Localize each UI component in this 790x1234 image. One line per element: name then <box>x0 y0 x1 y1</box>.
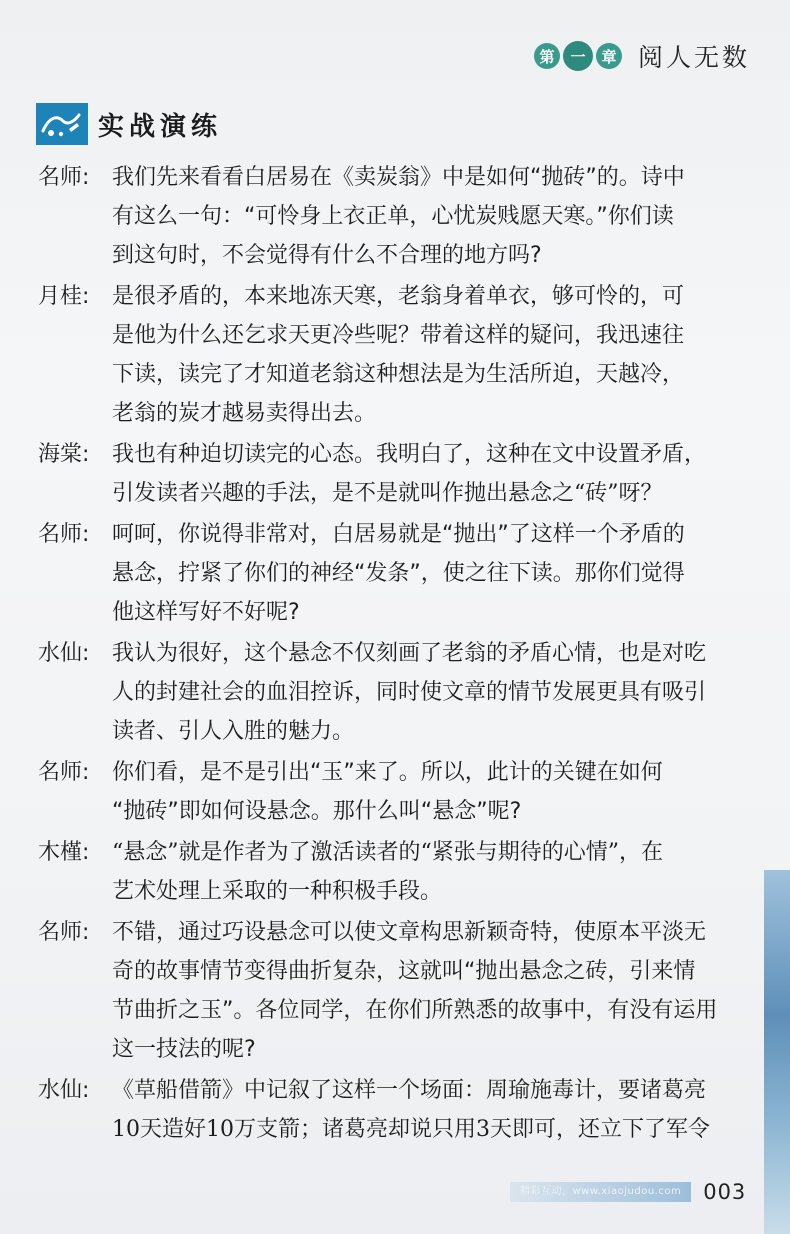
speech-line: 读者、引人入胜的魅力。 <box>112 719 355 744</box>
dialogue-entry <box>38 634 758 751</box>
chapter-title: 阅人无数 <box>637 43 750 72</box>
speech-line: 我也有种迫切读完的心态。我明白了，这种在文中设置矛盾， <box>112 442 707 467</box>
dialogue-entry <box>38 753 758 831</box>
speaker-label: 名师: <box>38 522 90 547</box>
speech-text <box>112 913 758 1069</box>
speech-line: 是他为什么还乞求天更冷些呢？带着这样的疑问，我迅速往 <box>112 323 685 348</box>
dialogue-entry <box>38 158 758 275</box>
speech-text <box>112 833 758 911</box>
footer-site-link[interactable]: 精彩互动，www.xiaojudou.com <box>510 1182 691 1202</box>
speech-line: 节曲折之玉”。各位同学，在你们所熟悉的故事中，有没有运用 <box>112 998 718 1023</box>
speech-line: 不错，通过巧设悬念可以使文章构思新颖奇特，使原本平淡无 <box>112 920 707 945</box>
speaker-label: 名师: <box>38 760 90 785</box>
speech-line: 老翁的炭才越易卖得出去。 <box>112 401 377 426</box>
speech-line: 我认为很好，这个悬念不仅刻画了老翁的矛盾心情，也是对吃 <box>112 641 707 666</box>
speech-line: 下读，读完了才知道老翁这种想法是为生活所迫，天越冷， <box>112 362 685 387</box>
speaker-label: 木槿: <box>38 840 90 865</box>
speech-line: 奇的故事情节变得曲折复杂，这就叫“抛出悬念之砖，引来情 <box>112 959 696 984</box>
speech-text <box>112 634 758 751</box>
speaker-label: 水仙: <box>38 641 90 666</box>
page-number: 003 <box>703 1180 747 1204</box>
chapter-prefix: 第 <box>534 43 560 69</box>
dialogue-entry <box>38 833 758 911</box>
speech-text <box>112 158 758 275</box>
speech-line: 到这句时，不会觉得有什么不合理的地方吗? <box>112 243 542 268</box>
speech-line: “抛砖”即如何设悬念。那什么叫“悬念”呢? <box>112 799 522 824</box>
speech-line: 这一技法的呢? <box>112 1037 256 1062</box>
speech-text <box>112 515 758 632</box>
dialogue <box>38 158 758 1149</box>
speech-line: 有这么一句：“可怜身上衣正单，心忧炭贱愿天寒。”你们读 <box>112 204 674 229</box>
speech-line: 悬念，拧紧了你们的神经“发条”，使之往下读。那你们觉得 <box>112 561 685 586</box>
speech-line: 你们看，是不是引出“玉”来了。所以，此计的关键在如何 <box>112 760 663 785</box>
speech-line: 引发读者兴趣的手法，是不是就叫作抛出悬念之“砖”呀？ <box>112 481 663 506</box>
speaker-label: 海棠: <box>38 442 90 467</box>
speech-line: “悬念”就是作者为了激活读者的“紧张与期待的心情”，在 <box>112 840 663 865</box>
speaker-label: 名师: <box>38 165 90 190</box>
footer <box>510 1180 746 1204</box>
speech-line: 我们先来看看白居易在《卖炭翁》中是如何“抛砖”的。诗中 <box>112 165 685 190</box>
speaker-label: 月桂: <box>38 284 90 309</box>
dialogue-entry <box>38 1071 758 1149</box>
chapter-header <box>534 38 750 74</box>
speech-text <box>112 753 758 831</box>
speech-line: 10天造好10万支箭；诸葛亮却说只用3天即可，还立下了军令 <box>112 1117 710 1142</box>
chapter-badge <box>534 41 622 71</box>
dialogue-entry <box>38 913 758 1069</box>
speech-line: 呵呵，你说得非常对，白居易就是“抛出”了这样一个矛盾的 <box>112 522 685 547</box>
speech-text <box>112 435 758 513</box>
speech-line: 《草船借箭》中记叙了这样一个场面：周瑜施毒计，要诸葛亮 <box>112 1078 707 1103</box>
calligraphy-brush-icon <box>36 103 88 145</box>
speech-text <box>112 277 758 433</box>
dialogue-entry <box>38 435 758 513</box>
speech-line: 艺术处理上采取的一种积极手段。 <box>112 879 443 904</box>
dialogue-entry <box>38 277 758 433</box>
section-heading <box>36 102 222 146</box>
chapter-suffix: 章 <box>596 43 622 69</box>
speaker-label: 水仙: <box>38 1078 90 1103</box>
dialogue-entry <box>38 515 758 632</box>
section-title: 实战演练 <box>98 111 223 142</box>
chapter-number: 一 <box>563 41 593 71</box>
speech-line: 他这样写好不好呢? <box>112 600 300 625</box>
speech-line: 是很矛盾的，本来地冻天寒，老翁身着单衣，够可怜的，可 <box>112 284 685 309</box>
speech-text <box>112 1071 758 1149</box>
speaker-label: 名师: <box>38 920 90 945</box>
speech-line: 人的封建社会的血泪控诉，同时使文章的情节发展更具有吸引 <box>112 680 707 705</box>
decorative-side-strip <box>764 870 790 1234</box>
